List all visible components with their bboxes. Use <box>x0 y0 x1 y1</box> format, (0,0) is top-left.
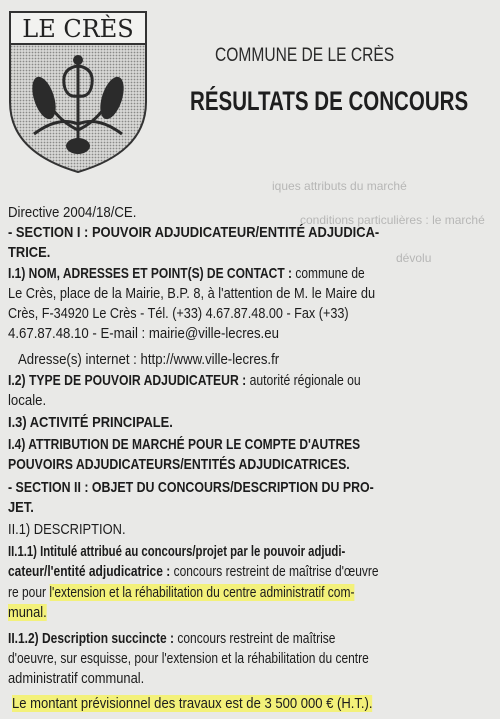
crest-banner-text: LE CRÈS <box>22 15 134 43</box>
bleed-through-text: dévolu <box>396 251 432 265</box>
contact-label: I.1) NOM, ADRESSES ET POINT(S) DE CONTACT : <box>8 264 293 282</box>
coat-of-arms-icon <box>4 6 152 176</box>
main-activity-heading: I.3) ACTIVITÉ PRINCIPALE. <box>8 414 173 432</box>
budget-amount: Le montant prévisionnel des travaux est de 3 500 000 € (H.T.). <box>12 694 373 712</box>
section-1-heading-cont: TRICE. <box>8 244 51 262</box>
authority-type-cont: locale. <box>8 391 47 409</box>
short-description-end: administratif communal. <box>8 670 145 688</box>
bleed-through-text: conditions particulières : le marché <box>300 213 485 227</box>
directive-ref: Directive 2004/18/CE. <box>8 204 137 221</box>
short-description-cont: d'oeuvre, sur esquisse, pour l'extension et la réhabilitation du centre <box>8 650 369 668</box>
contact-address: Le Crès, place de la Mairie, B.P. 8, à l'attention de M. le Maire du <box>8 284 376 302</box>
project-title-line <box>8 562 397 582</box>
project-title-label: II.1.1) Intitulé attribué au concours/projet par le pouvoir adjudi- <box>8 543 346 561</box>
section-2-heading: - SECTION II : OBJET DU CONCOURS/DESCRIPTION DU PRO- <box>8 478 374 496</box>
attribution-heading-cont: POUVOIRS ADJUDICATEURS/ENTITÉS ADJUDICATRICES. <box>8 456 350 474</box>
authority-type-text: autorité régionale ou <box>246 371 361 389</box>
page-title: RÉSULTATS DE CONCOURS <box>190 86 469 116</box>
short-description-line <box>8 629 397 649</box>
attribution-heading: I.4) ATTRIBUTION DE MARCHÉ POUR LE COMPTE D'AUTRES <box>8 436 361 454</box>
notice-body <box>8 203 494 714</box>
contact-phone: Crès, F-34920 Le Crès - Tél. (+33) 4.67.87.48.00 - Fax (+33) <box>8 305 349 323</box>
contact-website: Adresse(s) internet : http://www.ville-lecres.fr <box>18 351 280 369</box>
project-title-highlight-line <box>8 583 397 603</box>
description-heading: II.1) DESCRIPTION. <box>8 521 126 539</box>
highlighted-project-text-cont <box>8 603 426 623</box>
authority-type-label: I.2) TYPE DE POUVOIR ADJUDICATEUR : <box>8 371 247 389</box>
section-2-heading-cont: JET. <box>8 498 34 516</box>
contact-block-line <box>8 264 397 284</box>
highlighted-project-text: l'extension et la réhabilitation du centre administratif com- <box>49 583 355 601</box>
commune-name: COMMUNE DE LE CRÈS <box>215 45 395 66</box>
contact-email: 4.67.87.48.10 - E-mail : mairie@ville-lecres.eu <box>8 325 279 343</box>
short-description-text: concours restreint de maîtrise <box>174 630 336 648</box>
project-title-text-cont: re pour <box>8 583 50 601</box>
authority-type-line <box>8 371 403 391</box>
project-title-text: concours restreint de maîtrise d'œuvre <box>170 563 379 581</box>
contact-text: commune de <box>292 264 365 282</box>
section-1-heading: - SECTION I : POUVOIR ADJUDICATEUR/ENTITÉ ADJUDICA- <box>8 224 380 242</box>
highlighted-project-text: munal. <box>8 603 47 621</box>
short-description-label: II.1.2) Description succincte : <box>8 630 175 648</box>
bleed-through-text: iques attributs du marché <box>272 179 407 193</box>
budget-line <box>12 694 431 714</box>
project-title-label-cont: cateur/l'entité adjudicatrice : <box>8 563 171 581</box>
